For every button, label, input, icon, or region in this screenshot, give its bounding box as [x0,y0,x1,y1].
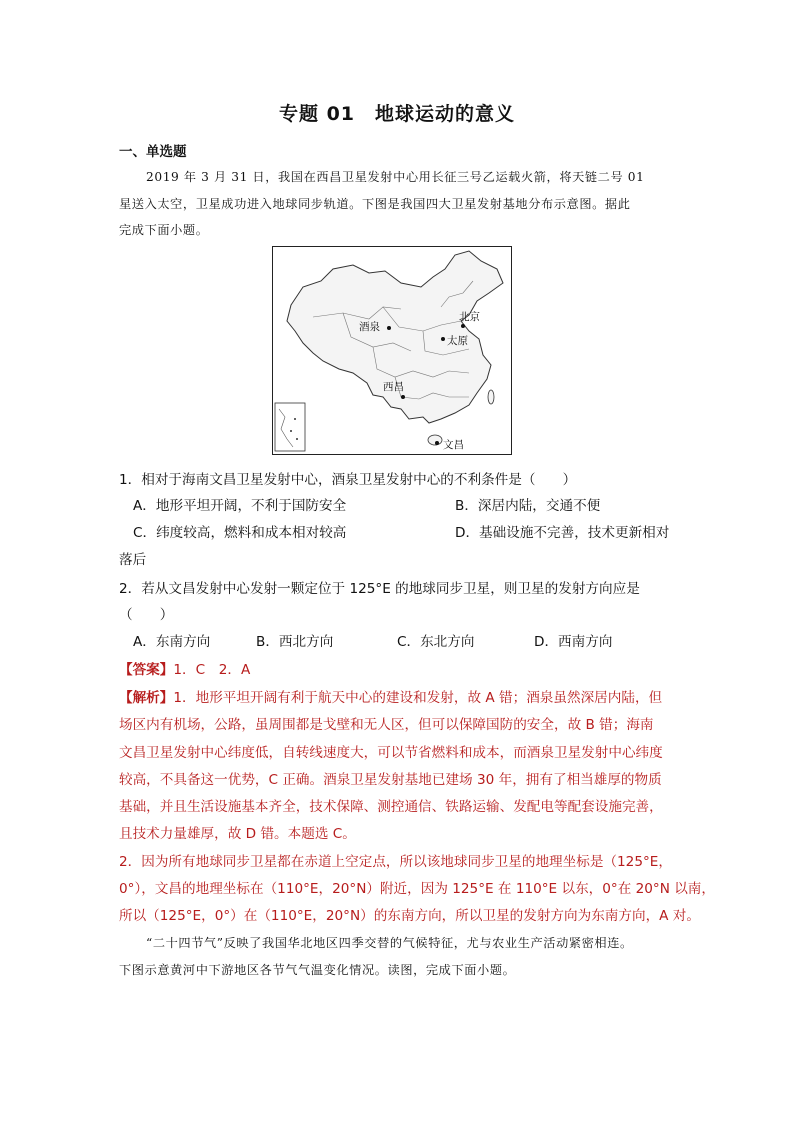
china-launch-sites-map [272,246,512,455]
question-2-option-c: C．东北方向 [397,634,475,650]
beijing-marker [461,324,465,328]
question-1-option-b: B．深居内陆，交通不便 [455,498,601,514]
intro-line-2: 星送入太空，卫星成功进入地球同步轨道。下图是我国四大卫星发射基地分布示意图。据此 [119,197,631,211]
answer-text: 1．C 2．A [173,662,251,678]
analysis-line-4: 较高，不具备这一优势，C 正确。酒泉卫星发射基地已建场 30 年，拥有了相当雄厚的物质 [119,772,662,788]
question-2-paren: （ ） [119,607,174,623]
question-1-stem: 1．相对于海南文昌卫星发射中心，酒泉卫星发射中心的不利条件是（ ） [119,472,577,488]
analysis-line-3: 文昌卫星发射中心纬度低，自转线速度大，可以节省燃料和成本，而酒泉卫星发射中心纬度 [119,745,663,761]
analysis-text-1: 1．地形平坦开阔有利于航天中心的建设和发射，故 A 错；酒泉虽然深居内陆，但 [173,690,663,706]
analysis-line-6: 且技术力量雄厚，故 D 错。本题选 C。 [119,826,356,842]
map-label-taiyuan: 太原 [447,335,468,347]
page-title: 专题 01 地球运动的意义 [278,103,516,125]
question-1-option-c: C．纬度较高，燃料和成本相对较高 [133,525,347,541]
analysis-line-5: 基础，并且生活设施基本齐全，技术保障、测控通信、铁路运输、发配电等配套设施完善， [119,799,663,815]
intro2-line-2: 下图示意黄河中下游地区各节气气温变化情况。读图，完成下面小题。 [119,963,516,977]
question-2-option-b: B．西北方向 [256,634,334,650]
china-map-outline [273,247,511,454]
question-2-stem: 2．若从文昌发射中心发射一颗定位于 125°E 的地球同步卫星，则卫星的发射方向应是 [119,581,640,597]
answer-tag: 【答案】 [119,662,174,678]
map-label-xichang: 西昌 [383,381,404,393]
map-label-beijing: 北京 [459,311,480,323]
wenchang-marker [435,441,439,445]
answer-line [119,658,250,678]
analysis-line-7: 2．因为所有地球同步卫星都在赤道上空定点，所以该地球同步卫星的地理坐标是（125°E， [119,854,672,870]
question-2-option-a: A．东南方向 [133,634,211,650]
analysis-line-1 [119,686,662,706]
question-1-option-d: D．基础设施不完善，技术更新相对 [455,525,670,541]
intro-line-1: 2019 年 3 月 31 日，我国在西昌卫星发射中心用长征三号乙运载火箭，将天链二号 01 [146,170,645,184]
question-2-option-d: D．西南方向 [534,634,613,650]
intro2-line-1: “二十四节气”反映了我国华北地区四季交替的气候特征，尤与农业生产活动紧密相连。 [146,936,633,950]
analysis-tag: 【解析】 [119,690,174,706]
question-1-option-a: A．地形平坦开阔，不利于国防安全 [133,498,347,514]
map-label-jiuquan: 酒泉 [359,321,380,333]
intro-line-3: 完成下面小题。 [119,223,209,237]
analysis-line-9: 所以（125°E，0°）在（110°E，20°N）的东南方向，所以卫星的发射方向为东南方向，A 对。 [119,908,700,924]
taiyuan-marker [441,337,445,341]
analysis-line-2: 场区内有机场，公路，虽周围都是戈壁和无人区，但可以保障国防的安全，故 B 错；海南 [119,717,654,733]
question-1-option-d-cont: 落后 [119,552,147,568]
jiuquan-marker [387,326,391,330]
xichang-marker [401,395,405,399]
analysis-line-8: 0°），文昌的地理坐标在（110°E，20°N）附近，因为 125°E 在 110°E 以东，0°在 20°N 以南， [119,881,715,897]
section-heading: 一、单选题 [119,144,187,160]
map-label-wenchang: 文昌 [443,439,464,451]
